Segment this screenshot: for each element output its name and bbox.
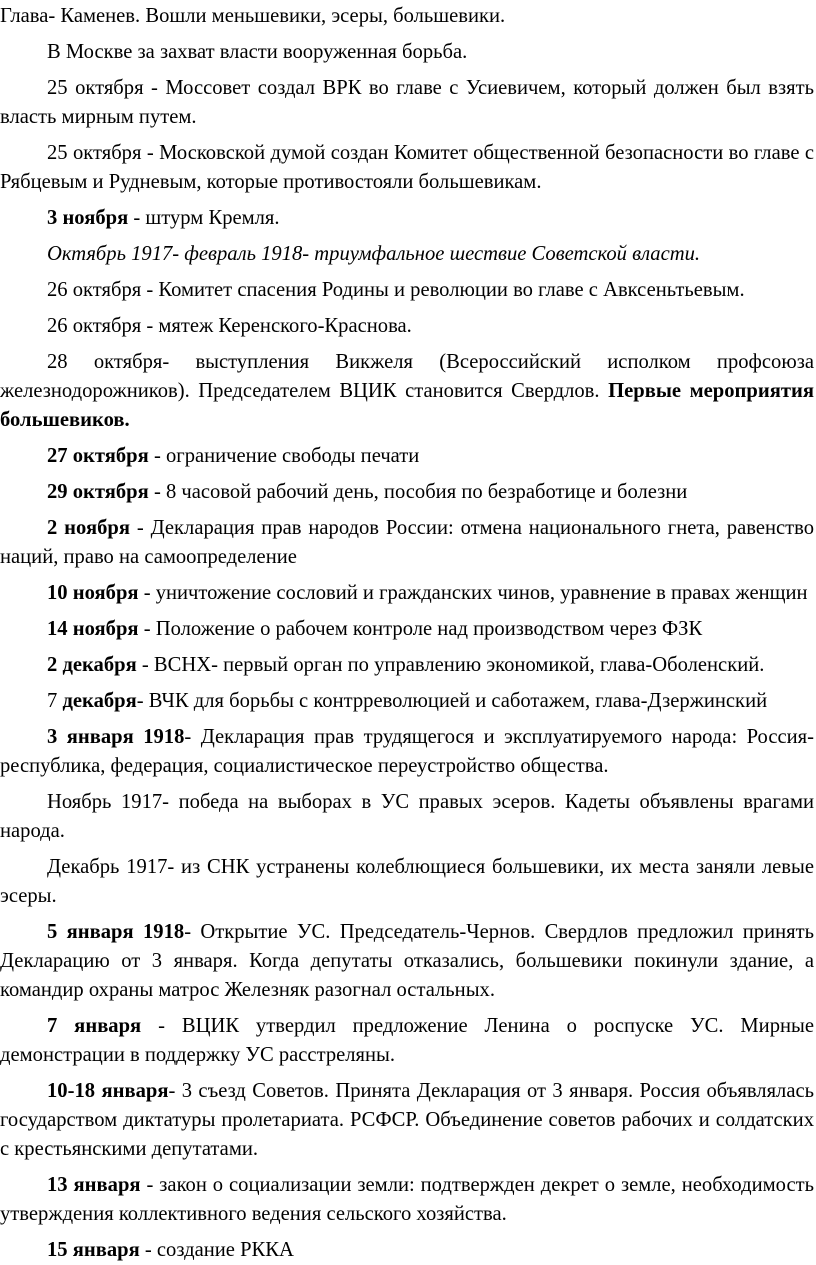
paragraph bbox=[0, 2, 814, 31]
paragraph bbox=[0, 615, 814, 644]
paragraph bbox=[0, 918, 814, 1005]
text-run: - 8 часовой рабочий день, пособия по безработице и болезни bbox=[148, 481, 688, 503]
period-heading: Октябрь 1917- февраль 1918- триумфальное шествие Советской власти. bbox=[47, 243, 701, 265]
text-run: 26 октября - мятеж Керенского-Краснова. bbox=[47, 315, 412, 337]
text-run: - Положение о рабочем контроле над производством через ФЗК bbox=[138, 618, 703, 640]
date-label: 5 января 1918 bbox=[47, 921, 185, 943]
text-run: - Открытие УС. Председатель-Чернов. Свердлов предложил принять Декларацию от 3 января. Когда депутаты отказались, большевики покинули здание, а командир охраны матрос Железняк разогнал остальных. bbox=[0, 921, 814, 1001]
paragraph bbox=[0, 38, 814, 67]
date-label: 7 января bbox=[47, 1015, 142, 1037]
date-label: 3 января 1918 bbox=[47, 726, 185, 748]
text-run: - ВСНХ- первый орган по управлению экономикой, глава-Оболенский. bbox=[136, 654, 765, 676]
paragraph bbox=[0, 74, 814, 132]
text-run: - ВЦИК утвердил предложение Ленина о роспуске УС. Мирные демонстрации в поддержку УС расстреляны. bbox=[0, 1015, 814, 1066]
text-run: - уничтожение сословий и гражданских чинов, уравнение в правах женщин bbox=[138, 582, 808, 604]
paragraph bbox=[0, 788, 814, 846]
text-run: - закон о социализации земли: подтвержден декрет о земле, необходимость утверждения коллективного ведения сельского хозяйства. bbox=[0, 1174, 814, 1225]
date-label: 29 октября bbox=[47, 481, 149, 503]
paragraph bbox=[0, 478, 814, 507]
date-label: 15 января bbox=[47, 1239, 140, 1261]
date-label: 10 ноября bbox=[47, 582, 139, 604]
paragraph bbox=[0, 1171, 814, 1229]
date-label: 13 января bbox=[47, 1174, 141, 1196]
text-run: Декабрь 1917- из СНК устранены колеблющиеся большевики, их места заняли левые эсеры. bbox=[0, 856, 814, 907]
paragraph bbox=[0, 204, 814, 233]
text-run: - Декларация прав народов России: отмена национального гнета, равенство наций, право на самоопределение bbox=[0, 517, 814, 568]
paragraph bbox=[0, 723, 814, 781]
paragraph bbox=[0, 139, 814, 197]
text-run: - штурм Кремля. bbox=[128, 207, 280, 229]
paragraph bbox=[0, 240, 814, 269]
paragraph bbox=[0, 348, 814, 435]
paragraph bbox=[0, 853, 814, 911]
text-run: - ВЧК для борьбы с контрреволюцией и саботажем, глава-Дзержинский bbox=[136, 690, 768, 712]
date-label: 27 октября bbox=[47, 445, 149, 467]
text-run: - 3 съезд Советов. Принята Декларация от 3 января. Россия объявлялась государством диктатуры пролетариата. РСФСР. Объединение советов рабочих и солдатских с крестьянскими депутатами. bbox=[0, 1080, 814, 1160]
section-heading: Первые мероприятия большевиков. bbox=[0, 380, 814, 431]
paragraph bbox=[0, 651, 814, 680]
text-run: 26 октября - Комитет спасения Родины и революции во главе с Авксеньтьевым. bbox=[47, 279, 745, 301]
text-run: - Декларация прав трудящегося и эксплуатируемого народа: Россия- республика, федерация, социалистическое переустройство общества. bbox=[0, 726, 814, 777]
date-label: 14 ноября bbox=[47, 618, 139, 640]
paragraph bbox=[0, 579, 814, 608]
paragraph bbox=[0, 276, 814, 305]
text-run: 28 октября- выступления Викжеля (Всероссийский исполком профсоюза железнодорожников). Председателем ВЦИК становится Свердлов. bbox=[0, 351, 814, 402]
date-label: 2 декабря bbox=[47, 654, 137, 676]
text-run: 25 октября - Московской думой создан Комитет общественной безопасности во главе с Рябцевым и Рудневым, которые противостояли большевикам. bbox=[0, 142, 814, 193]
paragraph bbox=[0, 687, 814, 716]
text-run: Глава- Каменев. Вошли меньшевики, эсеры, большевики. bbox=[0, 5, 506, 27]
text-run: 7 bbox=[47, 690, 63, 712]
paragraph bbox=[0, 1236, 814, 1265]
paragraph bbox=[0, 514, 814, 572]
text-run: 25 октября - Моссовет создал ВРК во главе с Усиевичем, который должен был взять власть мирным путем. bbox=[0, 77, 814, 128]
date-label: 2 ноября bbox=[47, 517, 130, 539]
paragraph bbox=[0, 312, 814, 341]
date-label: 10-18 января bbox=[47, 1080, 169, 1102]
paragraph bbox=[0, 1012, 814, 1070]
text-run: - создание РККА bbox=[139, 1239, 294, 1261]
date-label: декабря bbox=[62, 690, 137, 712]
text-run: В Москве за захват власти вооруженная борьба. bbox=[47, 41, 468, 63]
paragraph bbox=[0, 1077, 814, 1164]
date-label: 3 ноября bbox=[47, 207, 129, 229]
text-run: Ноябрь 1917- победа на выборах в УС правых эсеров. Кадеты объявлены врагами народа. bbox=[0, 791, 814, 842]
text-run: - ограничение свободы печати bbox=[148, 445, 420, 467]
paragraph bbox=[0, 442, 814, 471]
